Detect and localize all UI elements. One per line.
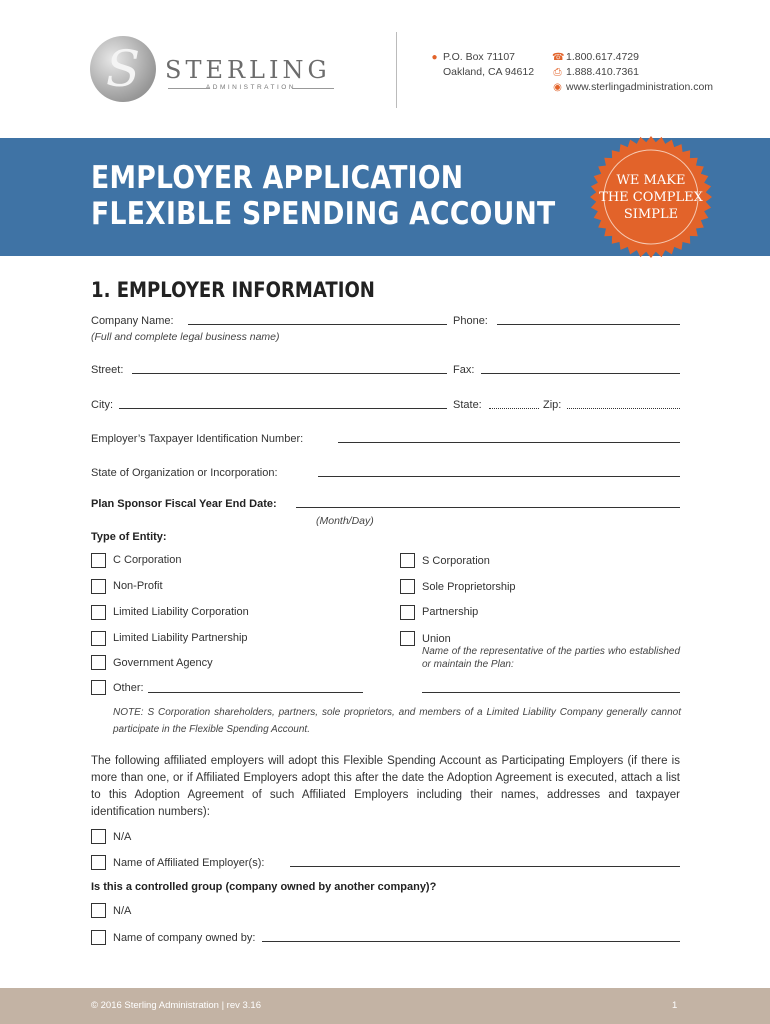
checkbox-s-corporation[interactable]: [400, 553, 415, 568]
fax-label: Fax:: [453, 364, 475, 376]
phone-icon: ☎: [552, 52, 565, 63]
affiliated-na-label: N/A: [113, 831, 132, 843]
tin-label: Employer’s Taxpayer Identification Number:: [91, 433, 304, 445]
page-number: 1: [672, 1000, 678, 1011]
controlled-group-question: Is this a controlled group (company owned by another company)?: [91, 881, 437, 893]
contact-block: [552, 50, 713, 95]
entity-union: Union: [422, 633, 451, 645]
entity-partnership: Partnership: [422, 606, 479, 618]
company-name-label: Company Name:: [91, 315, 174, 327]
fiscal-year-hint: (Month/Day): [316, 515, 374, 527]
checkbox-non-profit[interactable]: [91, 579, 106, 594]
badge-text: WE MAKE THE COMPLEX SIMPLE: [599, 173, 703, 222]
affiliated-employer-field[interactable]: [290, 866, 680, 867]
affiliated-employer-label: Name of Affiliated Employer(s):: [113, 857, 265, 869]
controlled-na-label: N/A: [113, 905, 132, 917]
entity-llp: Limited Liability Partnership: [113, 632, 248, 644]
fiscal-year-field[interactable]: [296, 507, 680, 508]
logo-name: STERLING: [165, 56, 331, 84]
address-line-1: P.O. Box 71107: [443, 51, 515, 63]
section-title: 1. EMPLOYER INFORMATION: [91, 278, 375, 302]
checkbox-owned-by[interactable]: [91, 930, 106, 945]
checkbox-affiliated-employer[interactable]: [91, 855, 106, 870]
checkbox-partnership[interactable]: [400, 605, 415, 620]
company-name-hint: (Full and complete legal business name): [91, 331, 280, 343]
entity-s-corporation: S Corporation: [422, 555, 490, 567]
header-divider: [396, 32, 397, 108]
entity-type-label: Type of Entity:: [91, 531, 167, 543]
street-field[interactable]: [132, 373, 447, 374]
fax-field[interactable]: [481, 373, 680, 374]
entity-llc: Limited Liability Corporation: [113, 606, 249, 618]
affiliated-employers-paragraph: The following affiliated employers will adopt this Flexible Spending Account as Participating Employers (if there is more than one, or if Affiliated Employers adopt this after the date the Adoption Agreement is executed, attach a list to this Adoption Agreement of such Affiliated Employers including their names, addresses and taxpayer identification numbers):: [91, 755, 680, 818]
checkbox-llc[interactable]: [91, 605, 106, 620]
location-pin-icon: ●: [431, 52, 438, 63]
logo-tagline: ADMINISTRATION: [168, 84, 334, 91]
entity-sole-proprietorship: Sole Proprietorship: [422, 581, 516, 593]
state-org-field[interactable]: [318, 476, 680, 477]
union-representative-field[interactable]: [422, 692, 680, 693]
tin-field[interactable]: [338, 442, 680, 443]
zip-field[interactable]: [567, 408, 680, 409]
phone-number: 1.800.617.4729: [566, 51, 639, 63]
union-note: Name of the representative of the parties who established or maintain the Plan:: [422, 646, 680, 670]
checkbox-controlled-na[interactable]: [91, 903, 106, 918]
fiscal-year-label: Plan Sponsor Fiscal Year End Date:: [91, 498, 277, 510]
checkbox-llp[interactable]: [91, 631, 106, 646]
entity-other: Other:: [113, 682, 144, 694]
logo-letter: S: [105, 40, 141, 98]
address-line-2: Oakland, CA 94612: [443, 66, 535, 78]
sterling-logo: [90, 36, 156, 102]
page-title: EMPLOYER APPLICATION FLEXIBLE SPENDING ACCOUNT: [91, 160, 556, 232]
phone-field[interactable]: [497, 324, 680, 325]
checkbox-union[interactable]: [400, 631, 415, 646]
fax-icon: ⎙: [553, 67, 562, 78]
city-label: City:: [91, 399, 113, 411]
state-label: State:: [453, 399, 482, 411]
entity-non-profit: Non-Profit: [113, 580, 163, 592]
city-field[interactable]: [119, 408, 447, 409]
state-org-label: State of Organization or Incorporation:: [91, 467, 278, 479]
entity-government-agency: Government Agency: [113, 657, 213, 669]
address-block: [429, 50, 534, 80]
street-label: Street:: [91, 364, 124, 376]
owned-by-label: Name of company owned by:: [113, 932, 256, 944]
fax-number: 1.888.410.7361: [566, 66, 639, 78]
state-field[interactable]: [489, 408, 539, 409]
globe-icon: ◉: [553, 82, 562, 93]
company-name-field[interactable]: [188, 324, 447, 325]
checkbox-affiliated-na[interactable]: [91, 829, 106, 844]
checkbox-other[interactable]: [91, 680, 106, 695]
s-corp-note: NOTE: S Corporation shareholders, partners, sole proprietors, and members of a Limited Liability Company generally cannot participate in the Flexible Spending Account.: [113, 707, 681, 735]
checkbox-c-corporation[interactable]: [91, 553, 106, 568]
zip-label: Zip:: [543, 399, 562, 411]
checkbox-sole-proprietorship[interactable]: [400, 579, 415, 594]
footer-copyright: © 2016 Sterling Administration | rev 3.16: [91, 1000, 262, 1011]
owned-by-field[interactable]: [262, 941, 680, 942]
checkbox-government-agency[interactable]: [91, 655, 106, 670]
entity-c-corporation: C Corporation: [113, 554, 182, 566]
website[interactable]: www.sterlingadministration.com: [566, 81, 714, 93]
phone-label: Phone:: [453, 315, 488, 327]
other-entity-field[interactable]: [148, 692, 363, 693]
